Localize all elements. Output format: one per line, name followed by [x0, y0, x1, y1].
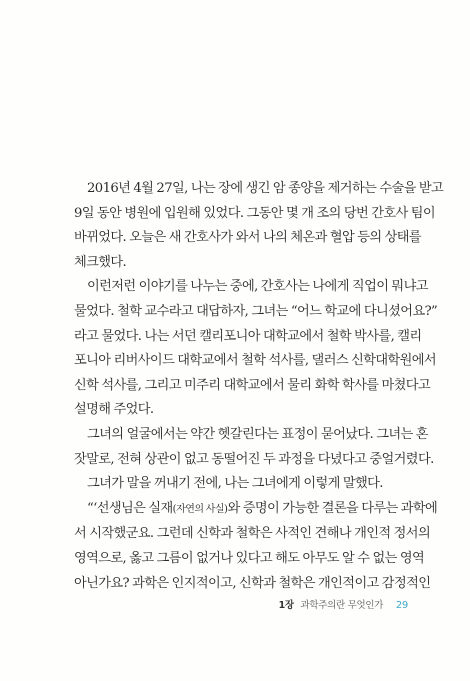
text-line: 물었다. 철학 교수라고 대답하자, 그녀는 “어느 학교에 다니셨어요?”	[74, 303, 438, 319]
parenthetical-note: (자연의 사실)	[172, 503, 228, 515]
page-footer	[279, 597, 408, 611]
text-line: 바뀌었다. 오늘은 새 간호사가 와서 나의 체온과 혈압 등의 상태를	[74, 230, 422, 246]
text-line: 포니아 리버사이드 대학교에서 철학 석사를, 댈러스 신학대학원에서	[74, 353, 437, 369]
text-line: 서 시작했군요. 그런데 신학과 철학은 사적인 견해나 개인적 정서의	[74, 526, 431, 542]
text-line: 2016년 4월 27일, 나는 장에 생긴 암 종양을 제거하는 수술을 받고	[87, 181, 444, 196]
text-span: 와 증명이 가능한 결론을 다루는 과학에	[227, 500, 438, 516]
chapter-label: 1장	[278, 600, 294, 611]
paragraph	[74, 497, 438, 596]
text-line: 이런저런 이야기를 나누는 중에, 간호사는 나에게 직업이 뭐냐고	[87, 279, 428, 295]
text-line: 잣말로, 전혀 상관이 없고 동떨어진 두 과정을 다녔다고 중얼거렸다.	[74, 451, 434, 467]
page-number: 29	[395, 600, 408, 611]
body-text	[74, 177, 444, 596]
text-line: 그녀의 얼굴에서는 약간 헷갈린다는 표정이 묻어났다. 그녀는 혼	[87, 426, 428, 442]
text-line: 신학 석사를, 그리고 미주리 대학교에서 물리 화학 학사를 마쳤다고	[74, 377, 431, 393]
text-line: 9일 동안 병원에 입원해 있었다. 그동안 몇 개 조의 당번 간호사 팀이	[74, 205, 436, 221]
paragraph	[74, 177, 444, 275]
text-line: 설명해 주었다.	[74, 402, 154, 418]
text-line: 영역으로, 옳고 그름이 없거나 있다고 해도 아무도 알 수 없는 영역	[74, 550, 425, 566]
text-line: 체크했다.	[74, 254, 127, 270]
text-line	[74, 497, 438, 523]
text-span: “‘선생님은 실재	[87, 500, 173, 516]
chapter-title: 과학주의란 무엇인가	[300, 600, 384, 611]
text-line: 그녀가 말을 꺼내기 전에, 나는 그녀에게 이렇게 말했다.	[87, 476, 383, 492]
paragraph	[74, 275, 438, 423]
text-line: 라고 물었다. 나는 서던 캘리포니아 대학교에서 철학 박사를, 캘리	[74, 328, 422, 344]
paragraph	[74, 423, 434, 472]
text-line: 아닌가요? 과학은 인지적이고, 신학과 철학은 개인적이고 감정적인	[74, 575, 431, 591]
paragraph	[74, 472, 406, 497]
